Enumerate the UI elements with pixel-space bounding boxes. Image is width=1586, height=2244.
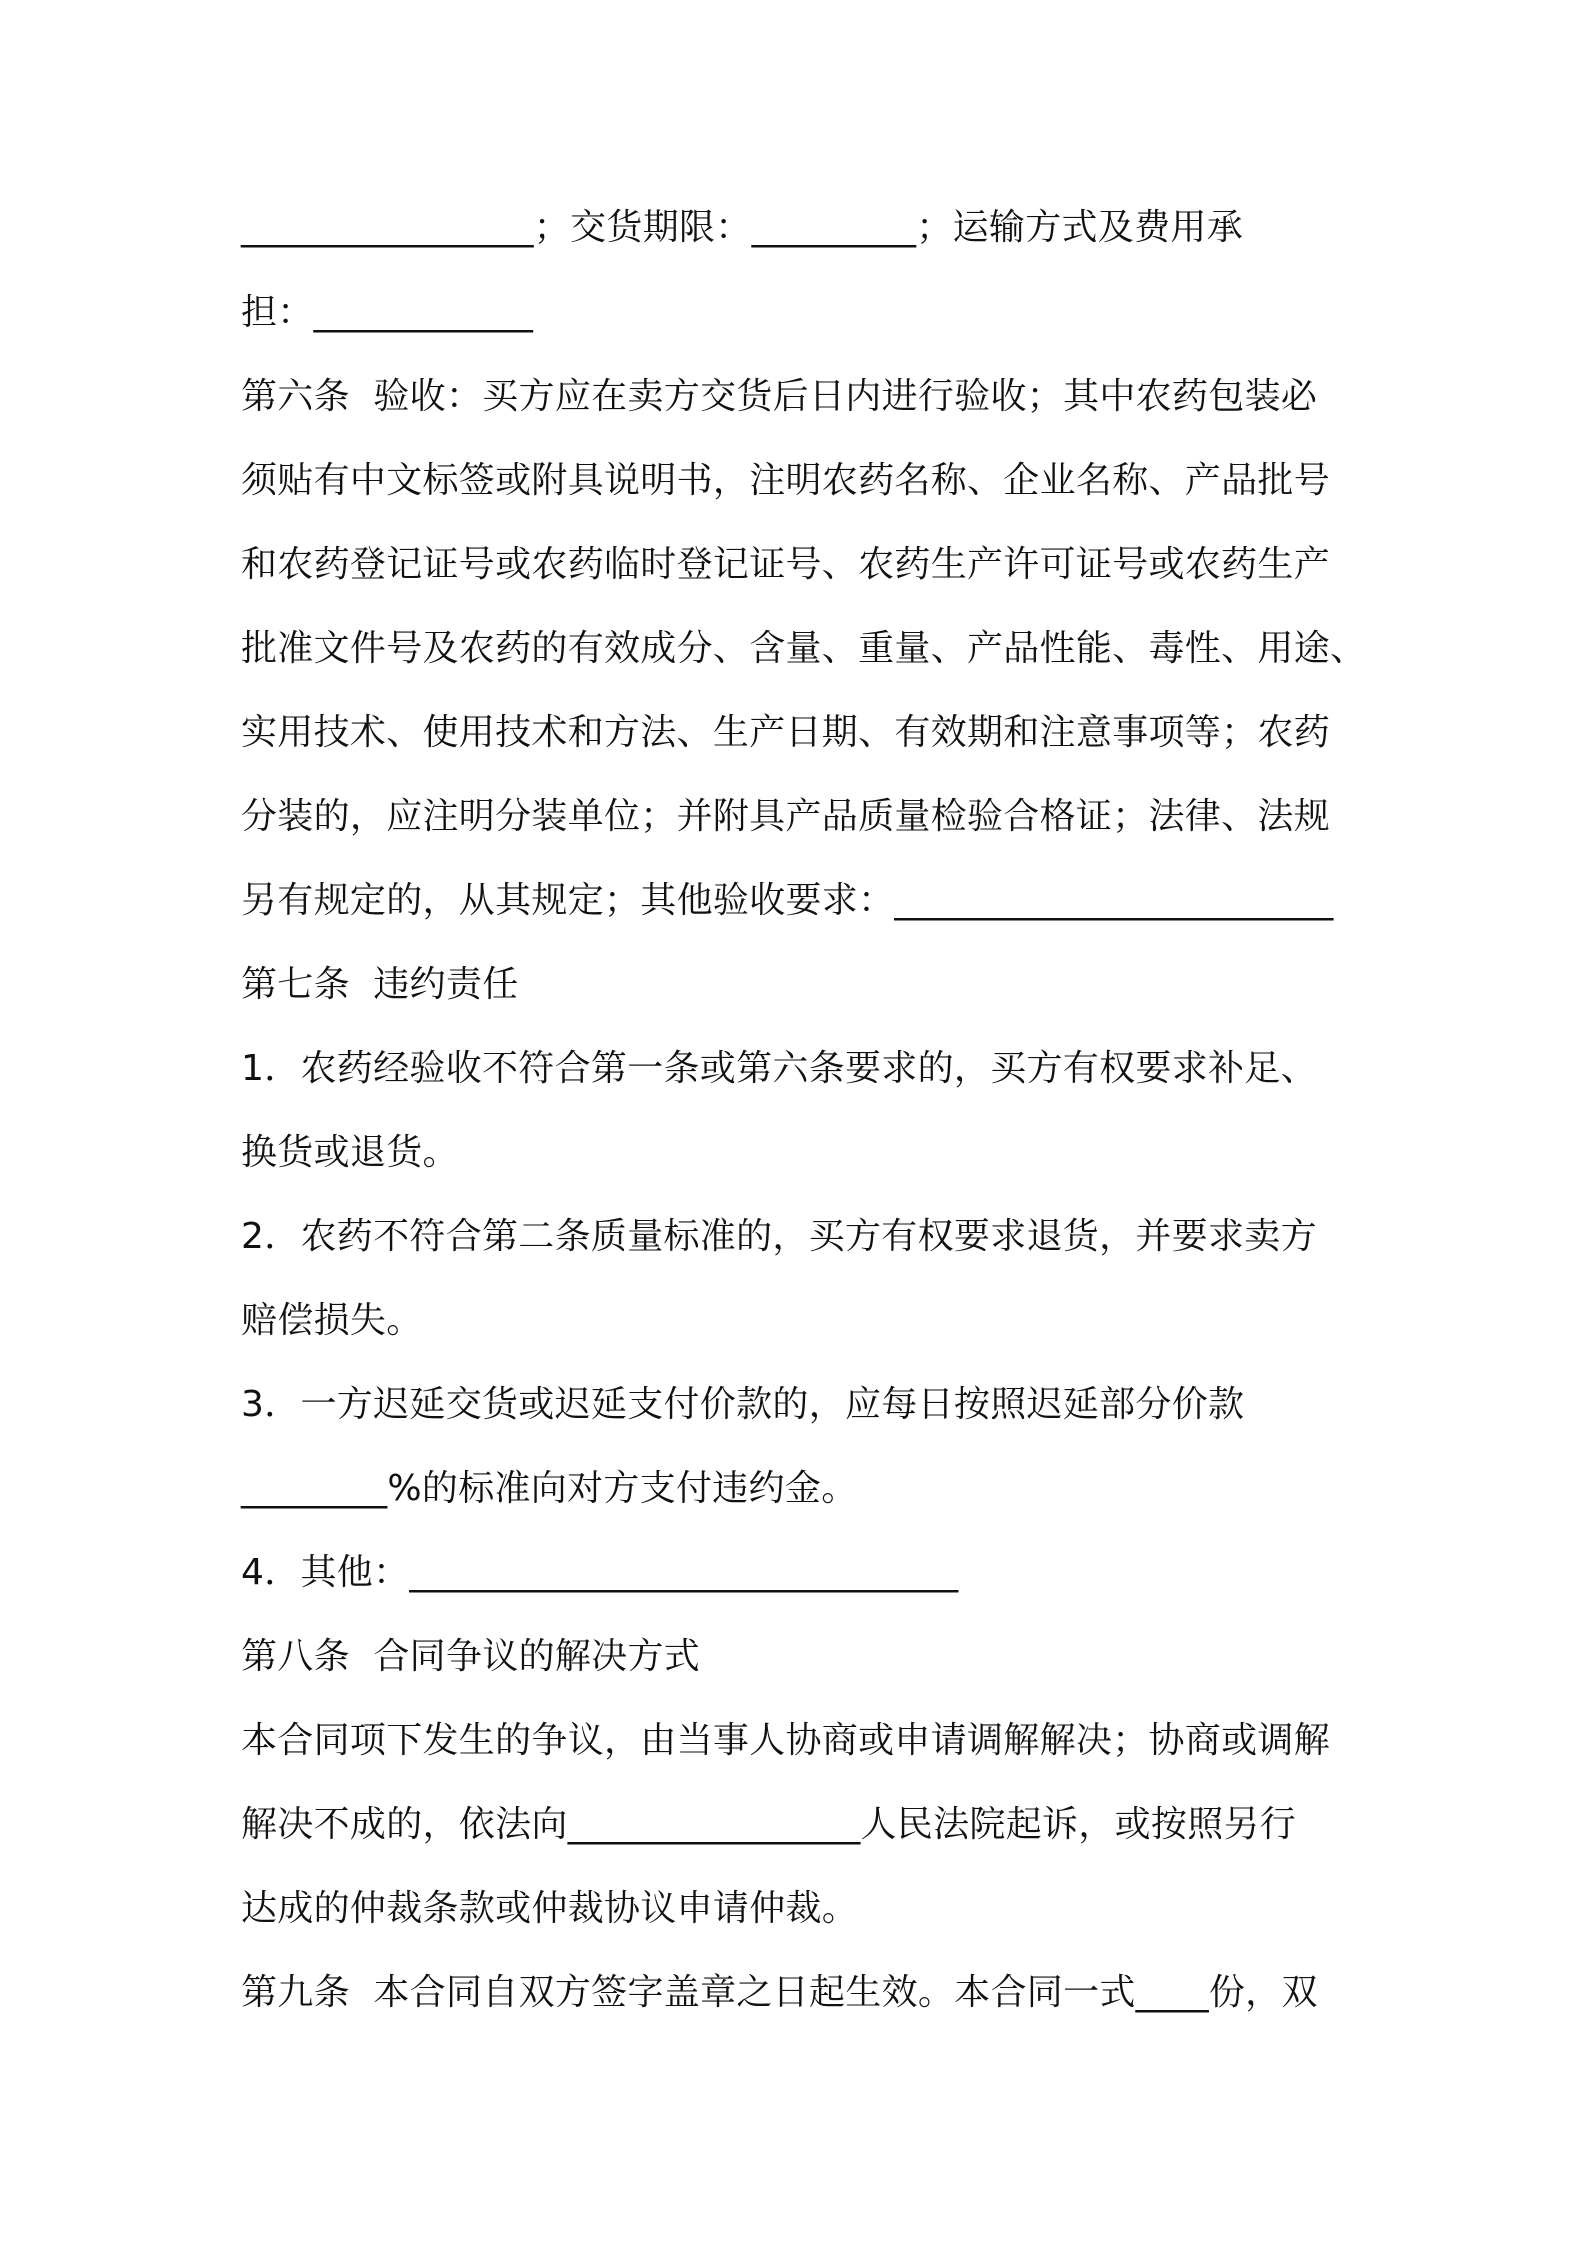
text-line: 担：____________: [241, 292, 534, 333]
clause-7-1: 1．农药经验收不符合第一条或第六条要求的，买方有权要求补足、: [241, 1048, 1317, 1089]
section-7-heading: 第七条 违约责任: [241, 964, 519, 1005]
text-line: 分装的，应注明分装单位；并附具产品质量检验合格证；法律、法规: [241, 796, 1331, 837]
text-line: 和农药登记证号或农药临时登记证号、农药生产许可证号或农药生产: [241, 544, 1331, 585]
text-line: ________________；交货期限：_________；运输方式及费用承: [241, 207, 1243, 248]
section-6-heading-line: 第六条 验收：买方应在卖方交货后日内进行验收；其中农药包装必: [241, 376, 1318, 417]
text-line: 达成的仲裁条款或仲裁协议申请仲裁。: [241, 1888, 859, 1929]
clause-7-2: 2．农药不符合第二条质量标准的，买方有权要求退货，并要求卖方: [241, 1216, 1317, 1257]
section-9-line: 第九条 本合同自双方签字盖章之日起生效。本合同一式____份，双: [241, 1972, 1318, 2013]
clause-7-3: 3．一方迟延交货或迟延支付价款的，应每日按照迟延部分价款: [241, 1384, 1245, 1425]
text-line: 赔偿损失。: [241, 1300, 423, 1341]
text-line: 本合同项下发生的争议，由当事人协商或申请调解解决；协商或调解: [241, 1720, 1331, 1761]
text-line: 解决不成的，依法向________________人民法院起诉，或按照另行: [241, 1804, 1297, 1845]
text-line: 批准文件号及农药的有效成分、含量、重量、产品性能、毒性、用途、: [241, 628, 1367, 669]
text-line: 实用技术、使用技术和方法、生产日期、有效期和注意事项等；农药: [241, 712, 1331, 753]
section-8-heading: 第八条 合同争议的解决方式: [241, 1636, 701, 1677]
text-line: 另有规定的，从其规定；其他验收要求：________________________: [241, 880, 1334, 921]
text-line: 须贴有中文标签或附具说明书，注明农药名称、企业名称、产品批号: [241, 460, 1331, 501]
clause-7-4: 4．其他：______________________________: [241, 1552, 959, 1593]
text-line: ________%的标准向对方支付违约金。: [241, 1468, 858, 1509]
text-line: 换货或退货。: [241, 1132, 459, 1173]
